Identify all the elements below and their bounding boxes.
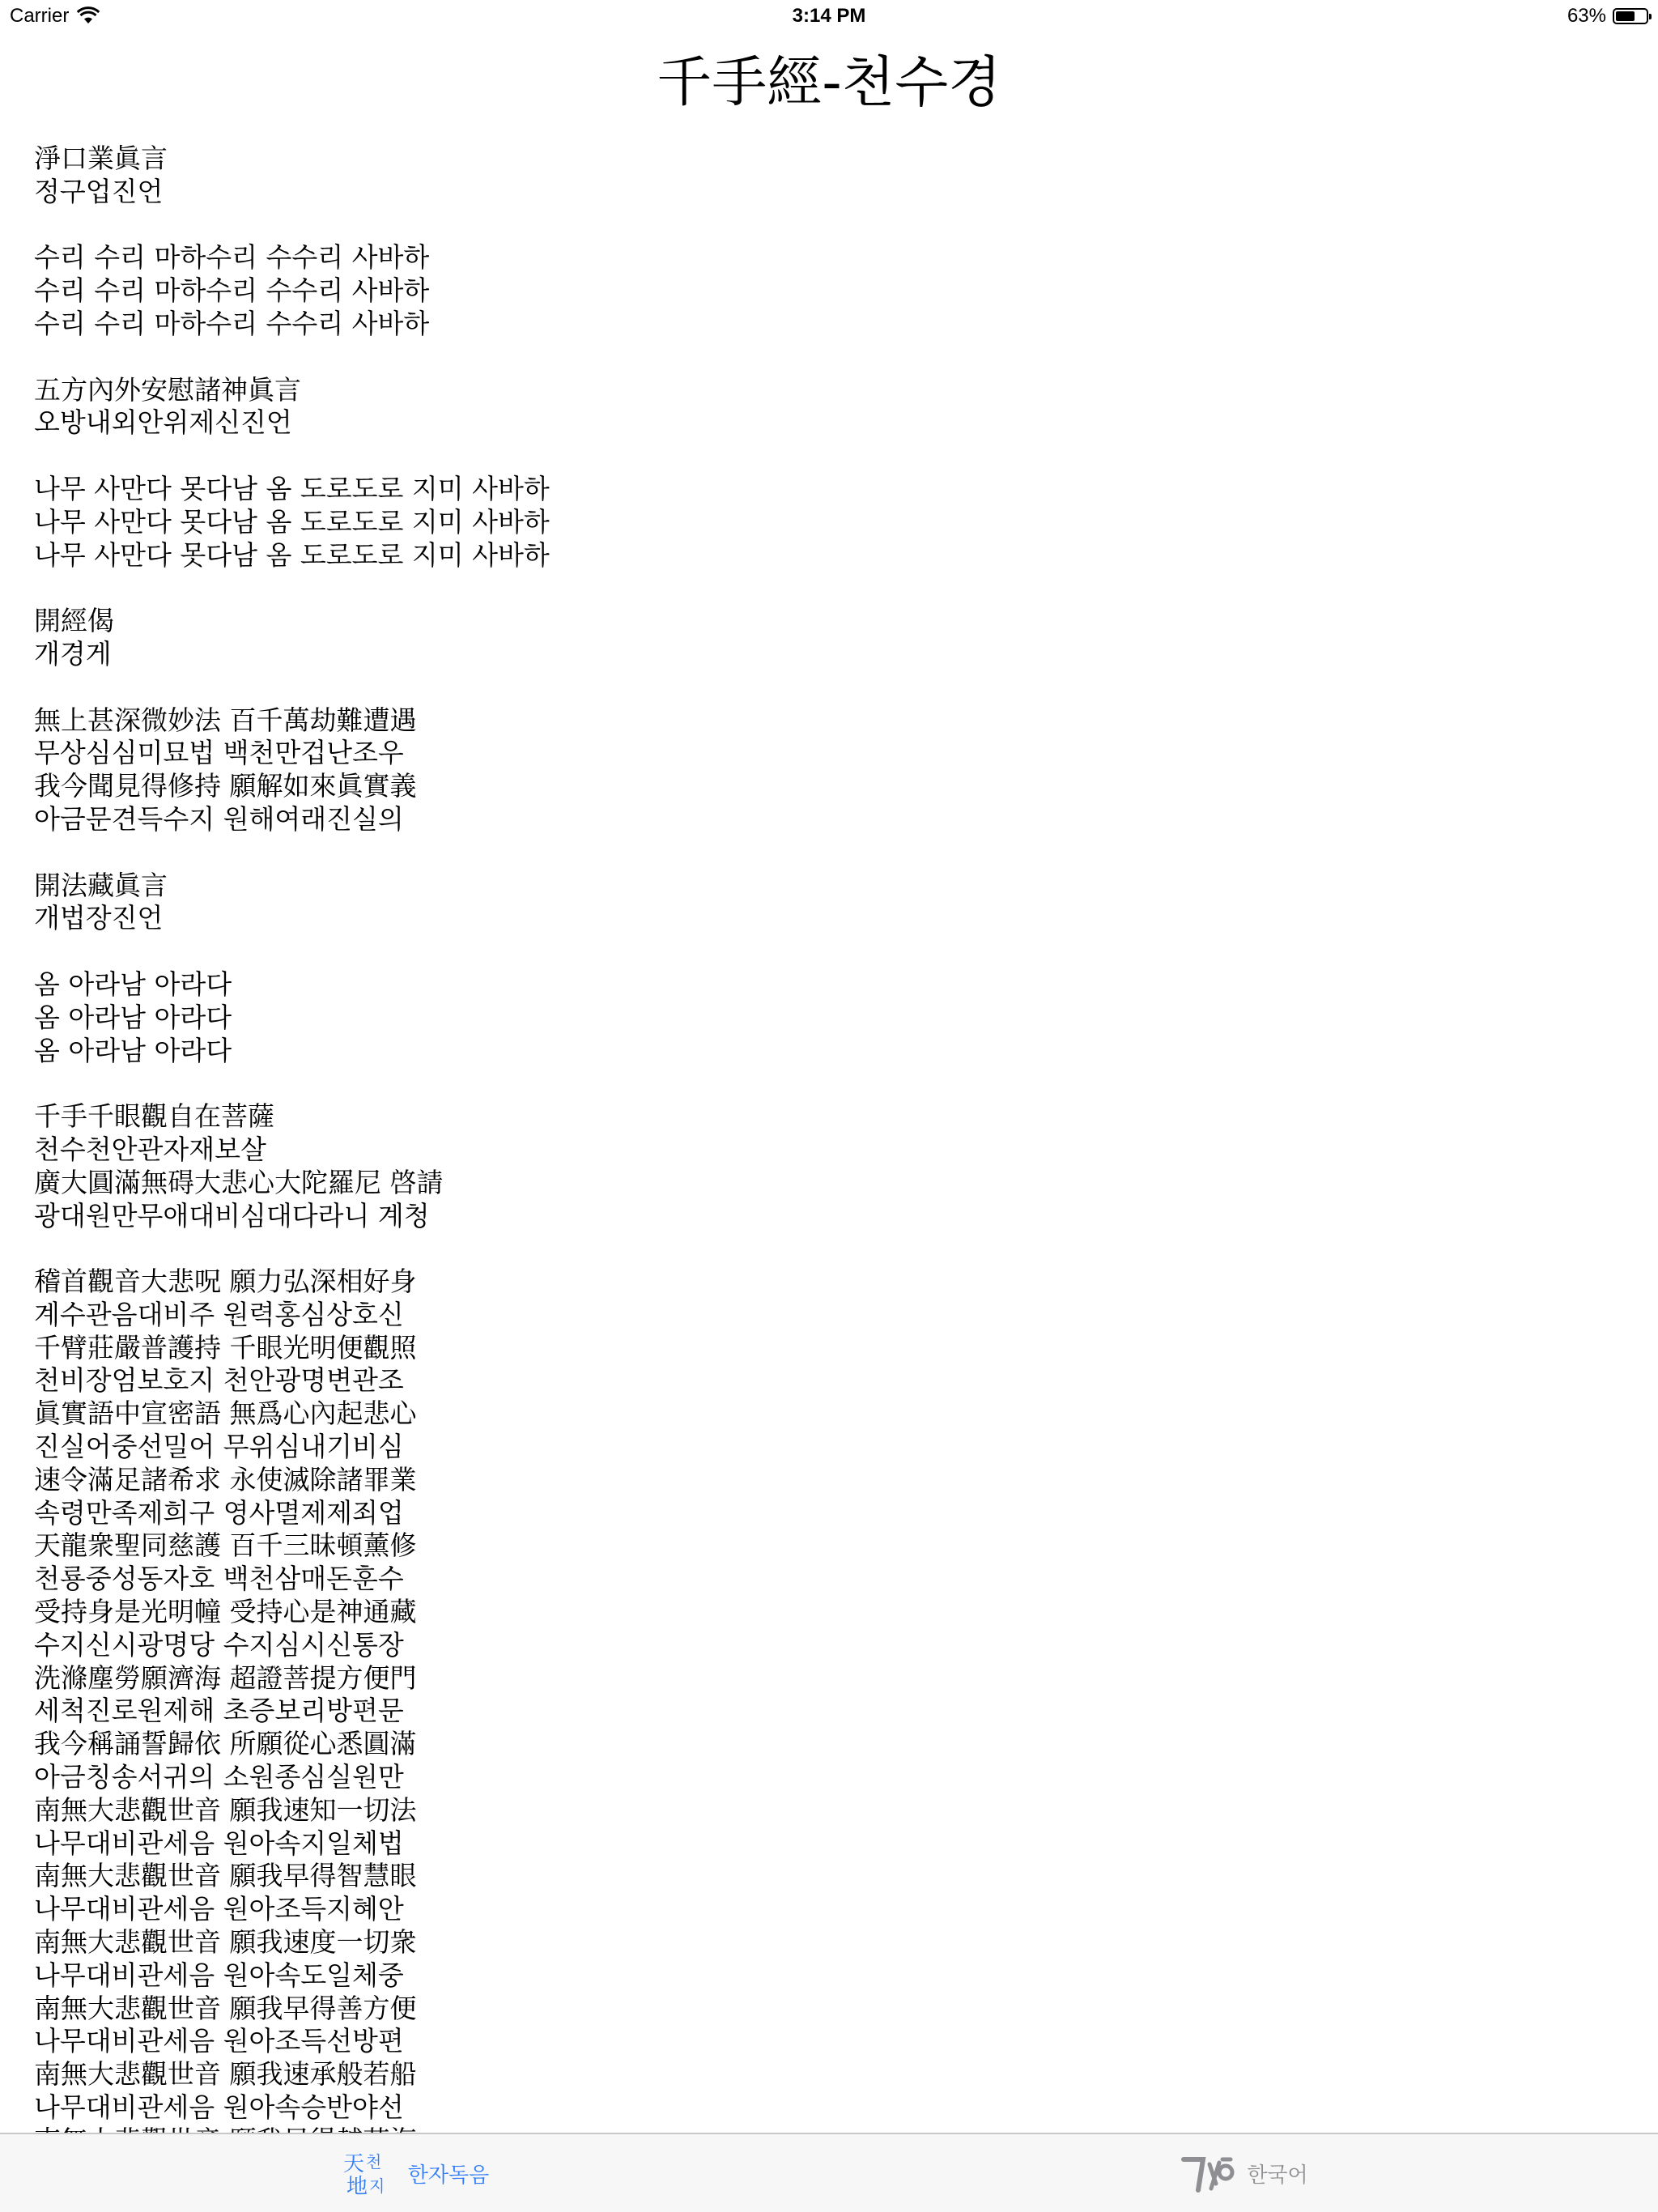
- text-line: 정구업진언: [34, 175, 164, 207]
- text-line: 천수천안관자재보살: [34, 1133, 266, 1165]
- hanja-reading-icon: [340, 2148, 397, 2198]
- text-line: 開法藏眞言: [34, 869, 168, 901]
- text-line: 무상심심미묘법 백천만겁난조우: [34, 737, 404, 769]
- text-line: 南無大悲觀世音 願我速承般若船: [34, 2058, 417, 2091]
- battery-fill: [1616, 11, 1635, 21]
- text-line: 我今聞見得修持 願解如來眞實義: [34, 770, 417, 802]
- blank-line: [34, 836, 1613, 870]
- text-line: 稽首觀音大悲呪 願力弘深相好身: [34, 1266, 417, 1298]
- text-line: 나무 사만다 못다남 옴 도로도로 지미 사바하: [34, 472, 550, 504]
- text-line: 千臂莊嚴普護持 千眼光明便觀照: [34, 1331, 417, 1363]
- text-line: 나무대비관세음 원아조득선방편: [34, 2025, 404, 2057]
- text-line: 광대원만무애대비심대다라니 계청: [34, 1199, 430, 1231]
- status-time: 3:14 PM: [792, 5, 866, 27]
- text-line: 千手千眼觀自在菩薩: [34, 1100, 274, 1133]
- text-line: 나무대비관세음 원아조득지혜안: [34, 1893, 404, 1925]
- tab-bar: [0, 2133, 1658, 2212]
- tab-korean-label: 한국어: [1247, 2163, 1308, 2188]
- blank-line: [34, 341, 1613, 374]
- text-line: 오방내외안위제신진언: [34, 406, 292, 439]
- text-line: 천룡중성동자호 백천삼매돈훈수: [34, 1563, 404, 1595]
- text-line: 無上甚深微妙法 百千萬劫難遭遇: [34, 704, 417, 736]
- svg-text:地: 地: [346, 2175, 368, 2199]
- text-line: 廣大圓滿無碍大悲心大陀羅尼 啓請: [34, 1166, 444, 1198]
- text-line: 계수관음대비주 원력홍심상호신: [34, 1298, 404, 1330]
- text-line: 나무 사만다 못다남 옴 도로도로 지미 사바하: [34, 505, 550, 538]
- text-line: 천비장엄보호지 천안광명변관조: [34, 1364, 404, 1397]
- text-line: 南無大悲觀世音 願我速知一切法: [34, 1793, 417, 1826]
- text-line: 眞實語中宣密語 無爲心內起悲心: [34, 1397, 417, 1430]
- tab-hanja-reading[interactable]: [0, 2134, 829, 2212]
- text-line: 南無大悲觀世音 願我早得智慧眼: [34, 1860, 417, 1892]
- svg-text:지: 지: [368, 2176, 385, 2196]
- text-line: 五方內外安慰諸神眞言: [34, 373, 301, 406]
- tab-korean[interactable]: [829, 2134, 1658, 2212]
- text-line: 나무대비관세음 원아속지일체법: [34, 1827, 404, 1859]
- text-line: 受持身是光明幢 受持心是神通藏: [34, 1596, 417, 1628]
- page-title: 千手經-천수경: [657, 51, 1001, 115]
- text-line: 洗滌塵勞願濟海 超證菩提方便門: [34, 1661, 417, 1694]
- tab-hanja-reading-label: 한자독음: [407, 2163, 490, 2188]
- battery-percent: 63%: [1567, 5, 1606, 27]
- text-line: 수지신시광명당 수지심시신통장: [34, 1628, 404, 1661]
- svg-text:천: 천: [365, 2152, 382, 2172]
- text-line: 수리 수리 마하수리 수수리 사바하: [34, 241, 430, 274]
- blank-line: [34, 671, 1613, 704]
- text-line: 개법장진언: [34, 902, 164, 934]
- blank-line: [34, 1067, 1613, 1100]
- text-line: 天龍衆聖同慈護 百千三昧頓薰修: [34, 1529, 417, 1562]
- blank-line: [34, 209, 1613, 242]
- blank-line: [34, 1232, 1613, 1266]
- text-line: 아금문견득수지 원해여래진실의: [34, 802, 404, 835]
- text-line: 수리 수리 마하수리 수수리 사바하: [34, 274, 430, 307]
- text-line: 速令滿足諸希求 永使滅除諸罪業: [34, 1463, 417, 1495]
- text-line: 옴 아라남 아라다: [34, 1034, 232, 1066]
- text-line: 옴 아라남 아라다: [34, 1001, 232, 1033]
- blank-line: [34, 572, 1613, 605]
- text-line: 아금칭송서귀의 소원종심실원만: [34, 1761, 404, 1793]
- status-right: [1567, 5, 1648, 28]
- battery-icon: [1613, 8, 1648, 24]
- blank-line: [34, 440, 1613, 473]
- text-line: 나무대비관세음 원아속승반야선: [34, 2091, 404, 2124]
- carrier-label: Carrier: [10, 5, 70, 27]
- text-line: 南無大悲觀世音 願我速度一切衆: [34, 1926, 417, 1959]
- text-line: 속령만족제희구 영사멸제제죄업: [34, 1496, 404, 1529]
- text-line: 진실어중선밀어 무위심내기비심: [34, 1431, 404, 1463]
- text-line: 나무 사만다 못다남 옴 도로도로 지미 사바하: [34, 538, 550, 571]
- text-line: 옴 아라남 아라다: [34, 968, 232, 1000]
- sutra-text[interactable]: [34, 143, 1613, 2131]
- text-line: 南無大悲觀世音 願我早得善方便: [34, 1992, 417, 2024]
- text-line: 나무대비관세음 원아속도일체중: [34, 1959, 404, 1991]
- status-bar: [0, 0, 1658, 32]
- text-line: 수리 수리 마하수리 수수리 사바하: [34, 307, 430, 339]
- text-line: 개경게: [34, 637, 112, 670]
- text-line: 開經偈: [34, 605, 114, 637]
- blank-line: [34, 935, 1613, 968]
- korean-icon: [1179, 2148, 1235, 2198]
- text-line: 세척진로원제해 초증보리방편문: [34, 1695, 404, 1727]
- svg-text:天: 天: [342, 2152, 364, 2176]
- text-line: 我今稱誦誓歸依 所願從心悉圓滿: [34, 1728, 417, 1760]
- text-line: 淨口業眞言: [34, 143, 168, 174]
